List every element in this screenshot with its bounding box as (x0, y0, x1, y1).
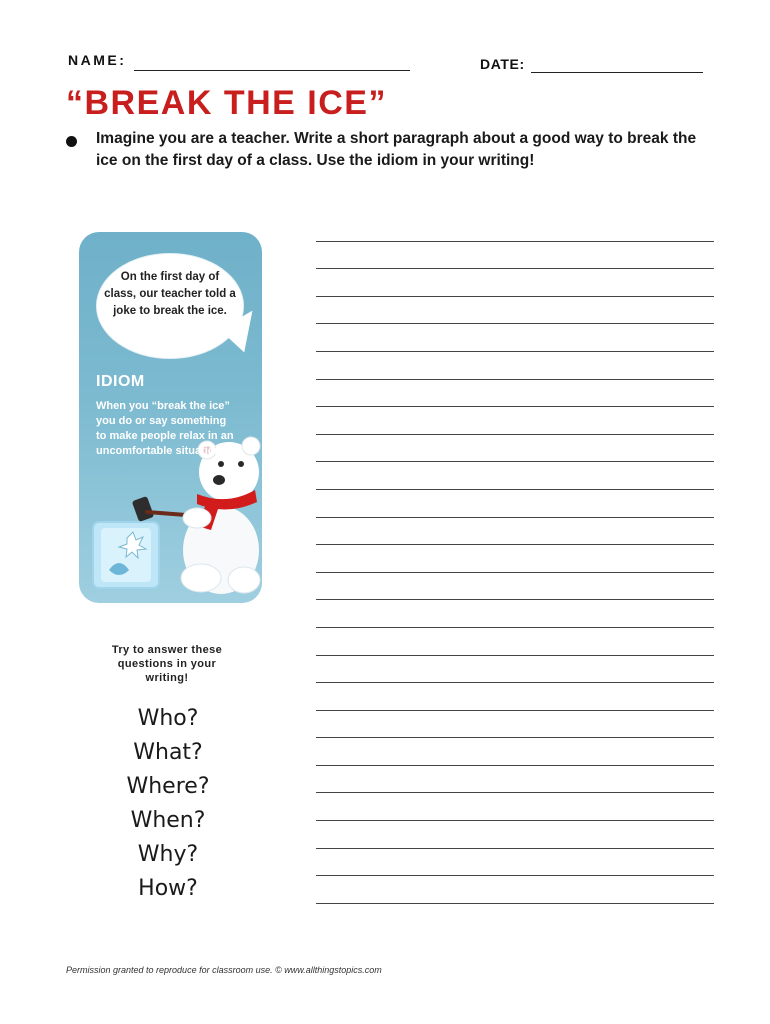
writing-line[interactable] (316, 490, 714, 518)
writing-line[interactable] (316, 324, 714, 352)
writing-line[interactable] (316, 407, 714, 435)
name-field-line[interactable] (134, 70, 410, 71)
writing-line[interactable] (316, 214, 714, 242)
writing-line[interactable] (316, 352, 714, 380)
writing-line[interactable] (316, 849, 714, 877)
writing-line[interactable] (316, 683, 714, 711)
question-why: Why? (137, 842, 199, 867)
writing-line[interactable] (316, 380, 714, 408)
worksheet-title: “BREAK THE ICE” (66, 84, 387, 122)
writing-line[interactable] (316, 821, 714, 849)
writing-line[interactable] (316, 545, 714, 573)
idiom-definition: When you “break the ice” you do or say something to make people relax in an uncomfortable situation. (96, 400, 234, 457)
writing-line[interactable] (316, 297, 714, 325)
date-field-line[interactable] (531, 72, 703, 73)
question-what: What? (133, 740, 203, 765)
writing-line[interactable] (316, 518, 714, 546)
bullet-icon (66, 136, 77, 147)
writing-line[interactable] (316, 656, 714, 684)
question-when: When? (130, 808, 206, 833)
writing-line[interactable] (316, 242, 714, 270)
questions-intro: Try to answer these questions in your writing! (111, 644, 223, 684)
question-how: How? (138, 876, 198, 901)
speech-bubble-text: On the first day of class, our teacher told a joke to break the ice. (104, 271, 236, 317)
writing-line[interactable] (316, 876, 714, 904)
writing-line[interactable] (316, 600, 714, 628)
writing-line[interactable] (316, 711, 714, 739)
writing-line[interactable] (316, 269, 714, 297)
writing-line[interactable] (316, 766, 714, 794)
writing-line[interactable] (316, 435, 714, 463)
writing-line[interactable] (316, 462, 714, 490)
writing-line[interactable] (316, 628, 714, 656)
writing-line[interactable] (316, 738, 714, 766)
writing-prompt: Imagine you are a teacher. Write a short paragraph about a good way to break the ice on the first day of a class. Use the idiom in your writing! (96, 130, 697, 169)
date-label: DATE: (480, 56, 525, 72)
name-label: NAME: (68, 52, 127, 68)
writing-area[interactable] (316, 214, 714, 904)
idiom-heading: IDIOM (96, 373, 145, 390)
question-who: Who? (137, 706, 199, 731)
writing-line[interactable] (316, 573, 714, 601)
writing-line[interactable] (316, 793, 714, 821)
footer-permission: Permission granted to reproduce for classroom use. © www.allthingstopics.com (66, 965, 382, 975)
question-where: Where? (126, 774, 210, 799)
